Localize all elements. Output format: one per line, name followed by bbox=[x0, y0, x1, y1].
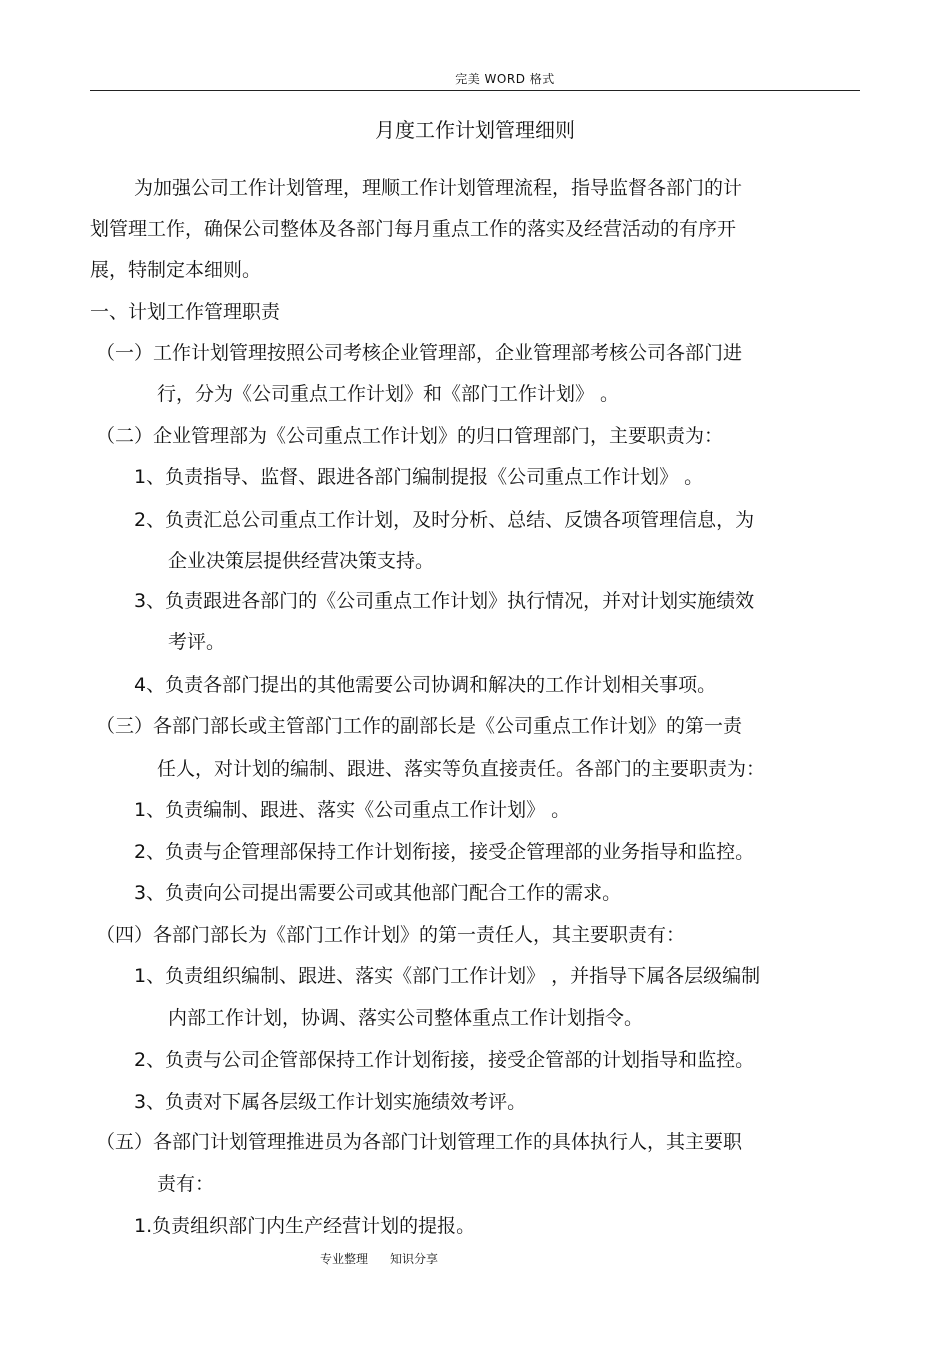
list-item: 2、负责与公司企管部保持工作计划衔接，接受企管部的计划指导和监控。 bbox=[134, 1049, 755, 1071]
page-header bbox=[0, 70, 950, 87]
sub-section-heading: （一）工作计划管理按照公司考核企业管理部，企业管理部考核公司各部门进 bbox=[96, 342, 743, 364]
list-item: 2、负责汇总公司重点工作计划，及时分析、总结、反馈各项管理信息，为 bbox=[134, 509, 755, 531]
list-item: 3、负责向公司提出需要公司或其他部门配合工作的需求。 bbox=[134, 882, 622, 904]
body-line: 为加强公司工作计划管理，理顺工作计划管理流程，指导监督各部门的计 bbox=[134, 177, 743, 199]
body-line: 划管理工作，确保公司整体及各部门每月重点工作的落实及经营活动的有序开 bbox=[90, 218, 737, 240]
list-item: 3、负责对下属各层级工作计划实施绩效考评。 bbox=[134, 1091, 527, 1113]
list-item: 4、负责各部门提出的其他需要公司协调和解决的工作计划相关事项。 bbox=[134, 674, 717, 696]
list-item: 1、负责指导、监督、跟进各部门编制提报《公司重点工作计划》 。 bbox=[134, 466, 704, 488]
list-item: 1.负责组织部门内生产经营计划的提报。 bbox=[134, 1215, 476, 1237]
list-item-continuation: 内部工作计划，协调、落实公司整体重点工作计划指令。 bbox=[168, 1007, 644, 1029]
document-title: 月度工作计划管理细则 bbox=[375, 118, 575, 142]
header-rule bbox=[90, 90, 860, 91]
footer-right-text: 知识分享 bbox=[390, 1252, 439, 1266]
list-item-continuation: 企业决策层提供经营决策支持。 bbox=[168, 550, 435, 572]
list-item-continuation: 考评。 bbox=[168, 631, 226, 653]
body-line: 责有： bbox=[157, 1173, 215, 1195]
body-line: 任人，对计划的编制、跟进、落实等负直接责任。各部门的主要职责为： bbox=[157, 758, 766, 780]
list-item: 2、负责与企管理部保持工作计划衔接，接受企管理部的业务指导和监控。 bbox=[134, 841, 755, 863]
sub-section-heading: （二）企业管理部为《公司重点工作计划》的归口管理部门，主要职责为： bbox=[96, 425, 724, 447]
list-item: 1、负责编制、跟进、落实《公司重点工作计划》 。 bbox=[134, 799, 571, 821]
body-line: 行，分为《公司重点工作计划》和《部门工作计划》 。 bbox=[157, 383, 620, 405]
sub-section-heading: （五）各部门计划管理推进员为各部门计划管理工作的具体执行人，其主要职 bbox=[96, 1131, 743, 1153]
list-item: 1、负责组织编制、跟进、落实《部门工作计划》 ，并指导下属各层级编制 bbox=[134, 965, 761, 987]
footer-left-text: 专业整理 bbox=[320, 1252, 369, 1266]
body-line: 展，特制定本细则。 bbox=[90, 259, 262, 281]
sub-section-heading: （三）各部门部长或主管部门工作的副部长是《公司重点工作计划》的第一责 bbox=[96, 715, 743, 737]
list-item: 3、负责跟进各部门的《公司重点工作计划》执行情况，并对计划实施绩效 bbox=[134, 590, 755, 612]
page-footer bbox=[320, 1250, 438, 1267]
sub-section-heading: （四）各部门部长为《部门工作计划》的第一责任人，其主要职责有： bbox=[96, 924, 686, 946]
header-text: 完美 WORD 格式 bbox=[455, 72, 555, 86]
section-heading: 一、计划工作管理职责 bbox=[90, 301, 281, 323]
